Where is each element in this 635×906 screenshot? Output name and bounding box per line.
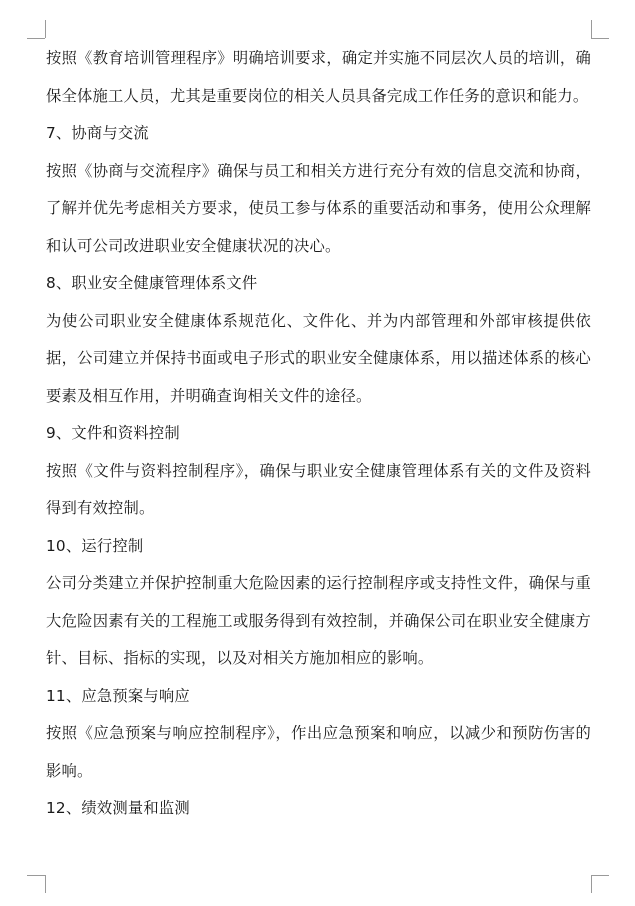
section-heading-8: 8、职业安全健康管理体系文件 bbox=[46, 274, 258, 292]
crop-mark-top-right-v bbox=[591, 20, 592, 38]
crop-mark-bottom-left-v bbox=[45, 875, 46, 893]
crop-mark-top-right-h bbox=[591, 38, 609, 39]
section-heading-12: 12、绩效测量和监测 bbox=[46, 799, 190, 817]
section-heading-7: 7、协商与交流 bbox=[46, 124, 149, 142]
section-heading-11: 11、应急预案与响应 bbox=[46, 686, 190, 705]
crop-mark-top-left-v bbox=[45, 20, 46, 38]
paragraph-document-control: 按照《文件与资料控制程序》，确保与职业安全健康管理体系有关的文件及资料得到有效控制。 bbox=[46, 461, 591, 517]
paragraph-system-documents: 为使公司职业安全健康体系规范化、文件化、并为内部管理和外部审核提供依据，公司建立并保持书面或电子形式的职业安全健康体系，用以描述体系的核心要素及相互作用，并明确查询相关文件的途径。 bbox=[46, 311, 591, 405]
paragraph-training: 按照《教育培训管理程序》明确培训要求，确定并实施不同层次人员的培训，确保全体施工人员，尤其是重要岗位的相关人员具备完成工作任务的意识和能力。 bbox=[46, 49, 591, 105]
crop-mark-bottom-right-v bbox=[591, 875, 592, 893]
crop-mark-top-left-h bbox=[27, 38, 45, 39]
crop-mark-bottom-right-h bbox=[591, 875, 609, 876]
section-heading-10: 10、运行控制 bbox=[46, 536, 144, 555]
crop-mark-bottom-left-h bbox=[27, 875, 45, 876]
paragraph-operation-control: 公司分类建立并保护控制重大危险因素的运行控制程序或支持性文件，确保与重大危险因素有关的工程施工或服务得到有效控制，并确保公司在职业安全健康方针、目标、指标的实现，以及对相关方施加相应的影响。 bbox=[46, 574, 591, 667]
section-heading-9: 9、文件和资料控制 bbox=[46, 424, 180, 442]
paragraph-emergency: 按照《应急预案与响应控制程序》，作出应急预案和响应，以减少和预防伤害的影响。 bbox=[46, 724, 591, 780]
paragraph-consultation: 按照《协商与交流程序》确保与员工和相关方进行充分有效的信息交流和协商，了解并优先考虑相关方要求，使员工参与体系的重要活动和事务，使用公众理解和认可公司改进职业安全健康状况的决心。 bbox=[46, 161, 591, 255]
document-body bbox=[46, 40, 591, 828]
